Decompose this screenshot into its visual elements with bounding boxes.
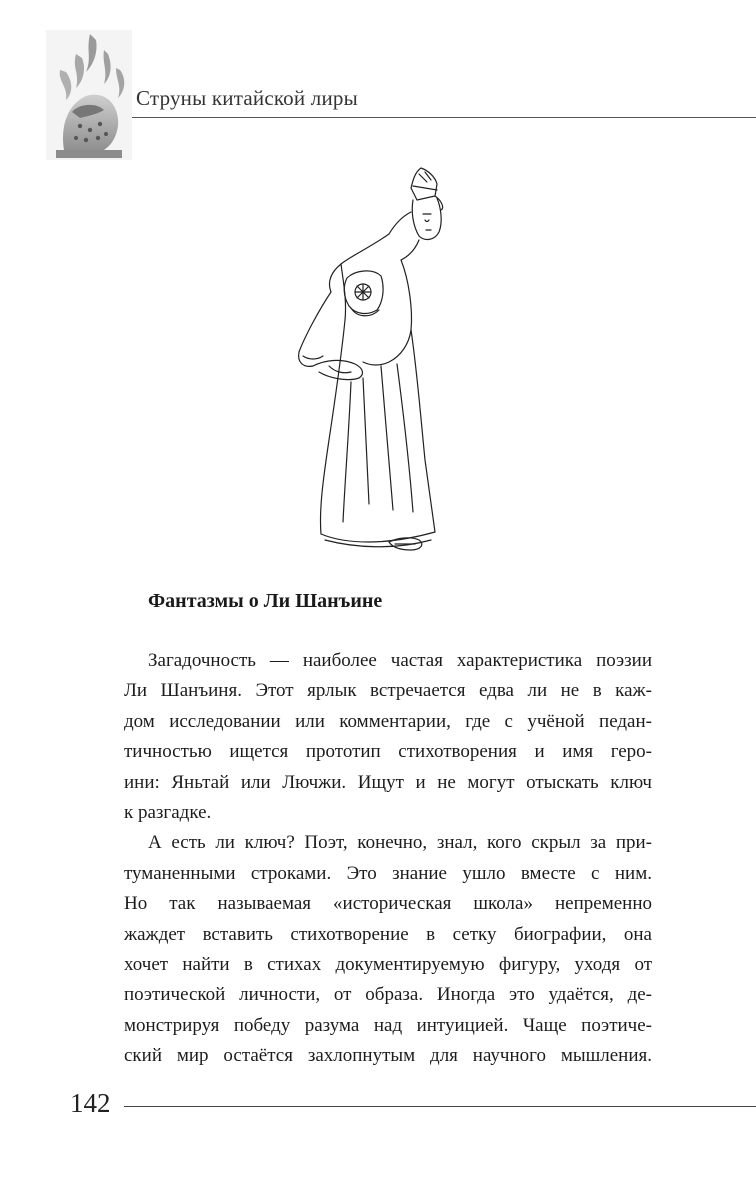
text-line: тичностью ищется прототип стихотворения и имя геро- [124, 741, 652, 763]
text-line: ини: Яньтай или Лючжи. Ищут и не могут отыскать ключ [124, 771, 652, 793]
header-rule [132, 117, 756, 118]
text-line: жаждет вставить стихотворение в сетку биографии, она [124, 923, 652, 945]
section-title: Фантазмы о Ли Шанъине [148, 590, 383, 612]
text-line: Ли Шанъиня. Этот ярлык встречается едва ли не в каж- [124, 680, 652, 702]
text-line: хочет найти в стихах документируемую фигуру, уходя от [124, 954, 652, 976]
paragraph [124, 646, 652, 828]
text-line: туманенными строками. Это знание ушло вместе с ним. [124, 862, 652, 884]
text-line: монстрируя победу разума над интуицией. Чаще поэтиче- [124, 1014, 652, 1036]
footer-rule [124, 1106, 756, 1107]
text-line: Загадочность — наиболее частая характеристика поэзии [148, 650, 652, 671]
chinese-scholar-bowing-illustration [285, 160, 445, 555]
guardian-lion-sculpture-icon [46, 30, 132, 160]
page-number: 142 [70, 1088, 111, 1118]
text-line: ский мир остаётся захлопнутым для научного мышления. [124, 1045, 652, 1067]
body-text [124, 646, 652, 1072]
text-line: А есть ли ключ? Поэт, конечно, знал, кого скрыл за при- [148, 832, 652, 854]
text-line: поэтической личности, от образа. Иногда это удаётся, де- [124, 984, 652, 1006]
text-line: к разгадке. [124, 802, 212, 824]
running-head: Струны китайской лиры [136, 86, 358, 110]
text-line: Но так называемая «историческая школа» непременно [124, 893, 652, 915]
text-line: дом исследовании или комментарии, где с учёной педан- [124, 710, 652, 732]
paragraph [124, 828, 652, 1071]
